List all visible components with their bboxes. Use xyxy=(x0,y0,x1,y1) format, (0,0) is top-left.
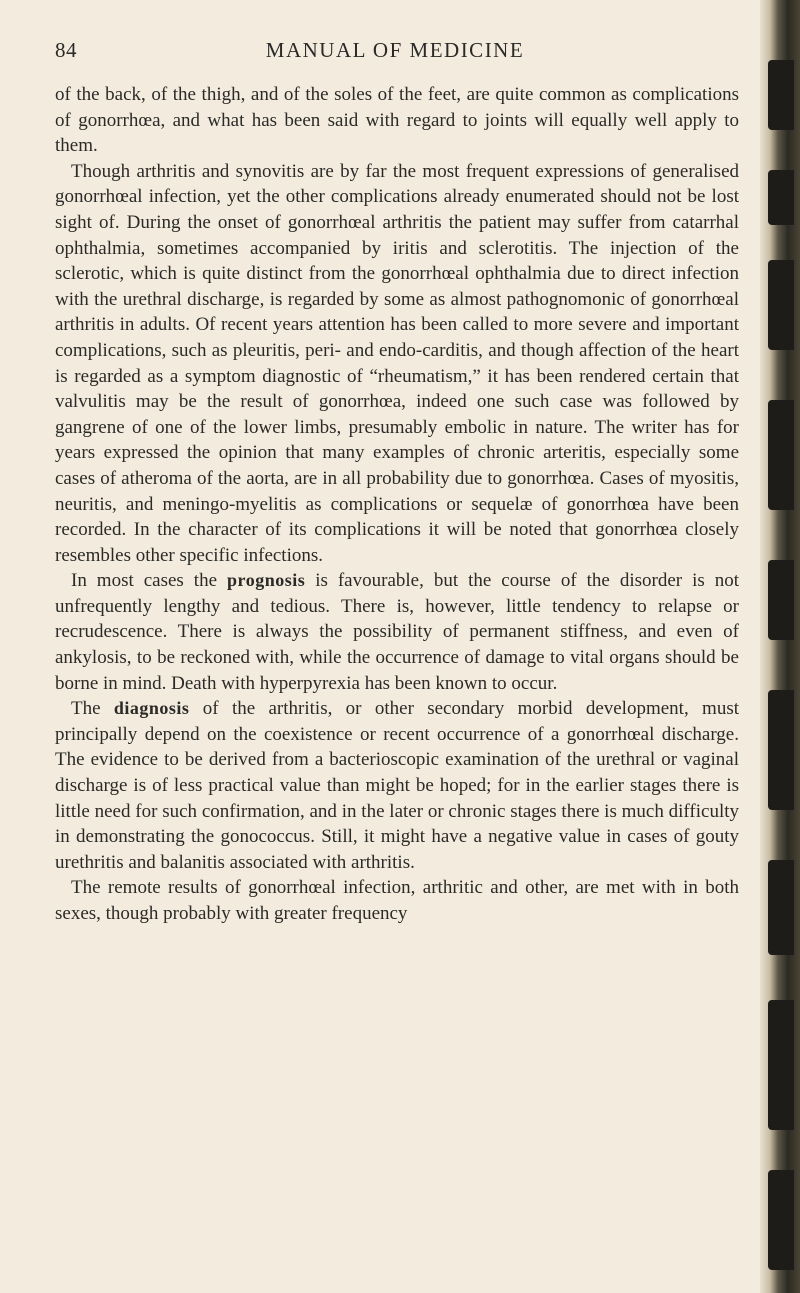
paragraph-remote-results xyxy=(55,875,739,926)
paragraph-continuation xyxy=(55,82,739,159)
paragraph-text-before: The xyxy=(71,698,114,720)
edge-mark xyxy=(768,260,794,350)
paragraph-prognosis xyxy=(55,568,739,696)
edge-mark xyxy=(768,860,794,955)
term-prognosis: prognosis xyxy=(227,570,306,591)
edge-mark xyxy=(768,60,794,130)
paragraph-text: Though arthritis and synovitis are by far the most frequent expressions of generalised gonorrhœal infection, yet the other complications already enumerated should not be lost sight of. During the onset of gonorrhœal arthritis the patient may suffer from catarrhal ophthalmia, sometimes accompanied by iritis and sclerotitis. The injection of the sclerotic, which is quite distinct from the gonorrhœal ophthalmia due to direct infection with the urethral discharge, is regarded by some as almost pathognomonic of gonorrhœal arthritis in adults. Of recent years attention has been called to more severe and important complications, such as pleuritis, peri- and endo-carditis, and though affection of the heart is regarded as a symptom diagnostic of “rheumatism,” it has been rendered certain that valvulitis may be the result of gonorrhœa, indeed one such case was followed by gangrene of one of the lower limbs, presumably embolic in nature. The writer has for years expressed the opinion that many examples of chronic arteritis, especially some cases of atheroma of the aorta, are in all probability due to gonorrhœa. Cases of myositis, neuritis, and meningo-myelitis as complications or sequelæ of gonorrhœa have been recorded. In the character of its complications it will be noted that gonorrhœa closely resembles other specific infections. xyxy=(55,160,739,566)
edge-mark xyxy=(768,400,794,510)
edge-mark xyxy=(768,690,794,810)
page-number: 84 xyxy=(55,38,77,62)
paragraph-text-after: of the arthritis, or other secondary morbid development, must principally depend on the coexistence or recent occurrence of a gonorrhœal discharge. The evidence to be derived from a bacterioscopic examination of the urethral or vaginal discharge is of less practical value than might be hoped; for in the earlier stages there is little need for such confirmation, and in the later or chronic stages there is much difficulty in demonstrating the gonococcus. Still, it might have a negative value in cases of gouty urethritis and balanitis associated with arthritis. xyxy=(55,698,739,873)
paragraph-text-after: is favourable, but the course of the disorder is not unfrequently lengthy and tedious. There is, however, little tendency to relapse or recrudescence. There is always the possibility of permanent stiffness, and even of ankylosis, to be reckoned with, while the occurrence of damage to vital organs should be borne in mind. Death with hyperpyrexia has been known to occur. xyxy=(55,570,740,694)
paragraph-text: The remote results of gonorrhœal infection, arthritic and other, are met with in both sexes, though probably with greater frequency xyxy=(55,877,739,924)
term-diagnosis: diagnosis xyxy=(113,698,190,719)
paragraph-text-before: In most cases the xyxy=(71,570,228,592)
paragraph-diagnosis xyxy=(55,696,739,875)
edge-mark xyxy=(768,170,794,225)
page-header xyxy=(55,38,735,68)
running-title: MANUAL OF MEDICINE xyxy=(265,38,525,62)
paragraph-complications xyxy=(55,159,739,569)
body-text xyxy=(55,82,739,927)
edge-mark xyxy=(768,1170,794,1270)
edge-mark xyxy=(768,560,794,640)
paragraph-text: of the back, of the thigh, and of the soles of the feet, are quite common as complications of gonorrhœa, and what has been said with regard to joints will equally well apply to them. xyxy=(55,84,739,157)
page-edge-shadow xyxy=(760,0,800,1293)
edge-mark xyxy=(768,1000,794,1130)
